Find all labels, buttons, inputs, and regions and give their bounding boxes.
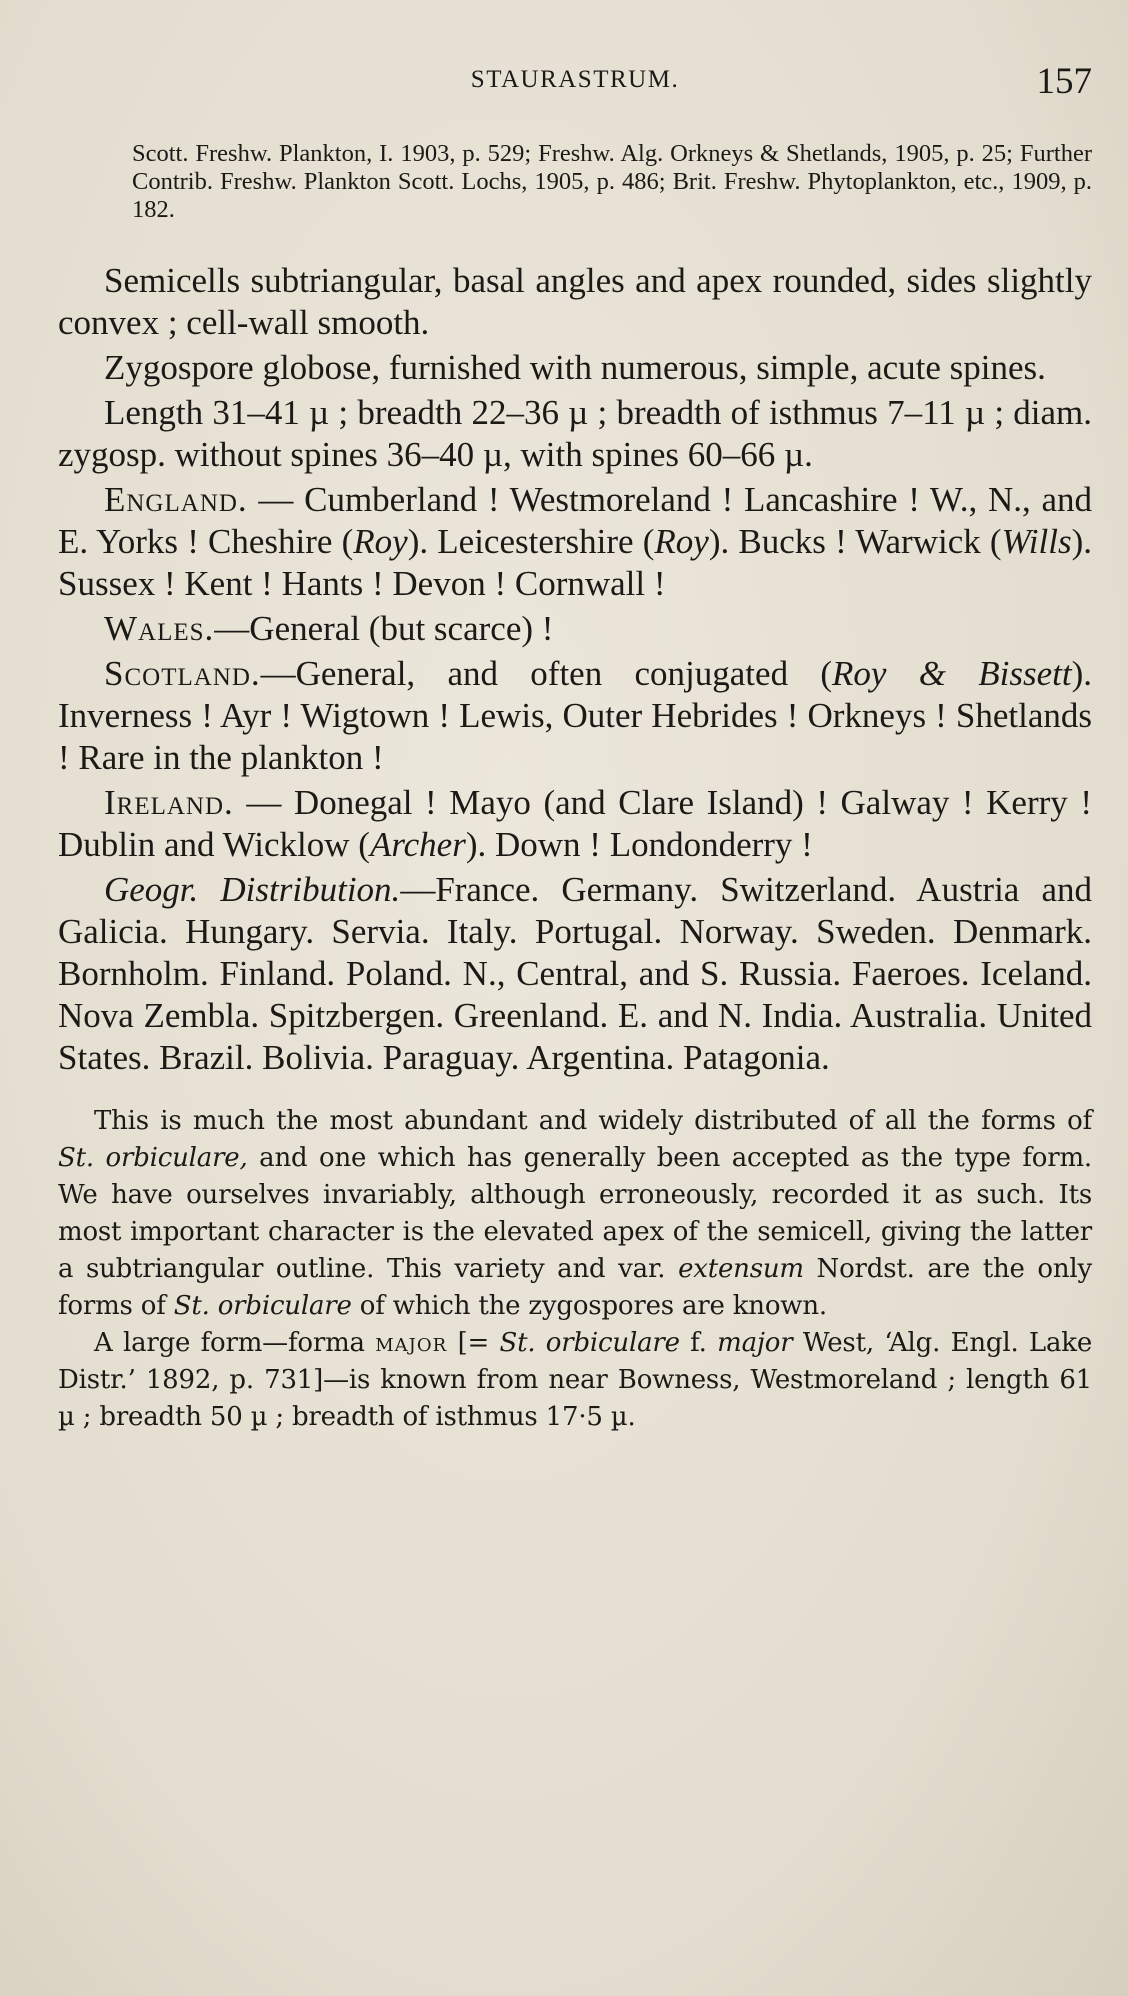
commentary	[58, 1103, 1092, 1436]
main-text	[58, 260, 1092, 1079]
region-label-england: England.	[104, 480, 248, 519]
region-label-wales: Wales.	[104, 609, 215, 648]
commentary-paragraph: This is much the most abundant and widely distributed of all the forms of St. orbiculare, and one which has generally been accepted as the type form. We have ourselves invariably, although erroneously, recorded it as such. Its most important character is the elevated apex of the semicell, giving the latter a subtriangular outline. This variety and var. extensum Nordst. are the only forms of St. orbiculare of which the zygospores are known.	[58, 1106, 1092, 1321]
region-label-ireland: Ireland.	[104, 783, 234, 822]
running-title: STAURASTRUM.	[470, 66, 680, 93]
geographic-distribution-label: Geogr. Distribution.	[104, 870, 401, 909]
authority-wills: Wills	[1001, 522, 1072, 561]
distribution-england: England. — Cumberland ! Westmoreland ! Lancashire ! W., N., and E. Yorks ! Cheshire (Roy). Leicestershire (Roy). Bucks ! Warwick (Wills). Sussex ! Kent ! Hants ! Devon ! Cornwall !	[58, 480, 1092, 603]
commentary-paragraph: A large form—forma major [= St. orbiculare f. major West, ‘Alg. Engl. Lake Distr.’ 1892, p. 731]—is known from near Bowness, Westmoreland ; length 61 µ ; breadth 50 µ ; breadth of isthmus 17·5 µ.	[58, 1328, 1093, 1432]
distribution-wales: Wales.—General (but scarce) !	[104, 609, 554, 648]
authority-roy: Roy	[654, 522, 709, 561]
geographic-distribution: Geogr. Distribution.—France. Germany. Switzerland. Austria and Galicia. Hungary. Servia. Italy. Portugal. Norway. Sweden. Denmark. Bornholm. Finland. Poland. N., Central, and S. Russia. Faeroes. Iceland. Nova Zembla. Spitzbergen. Greenland. E. and N. India. Australia. United States. Brazil. Bolivia. Paraguay. Argentina. Patagonia.	[58, 870, 1092, 1077]
page-number: 157	[1036, 61, 1092, 102]
region-label-scotland: Scotland.	[104, 654, 261, 693]
zygospore-description: Zygospore globose, furnished with numerous, simple, acute spines.	[104, 348, 1046, 387]
running-head	[58, 60, 1092, 110]
authority-archer: Archer	[369, 825, 466, 864]
distribution-ireland: Ireland. — Donegal ! Mayo (and Clare Island) ! Galway ! Kerry ! Dublin and Wicklow (Archer). Down ! Londonderry !	[58, 783, 1092, 864]
semicells-description: Semicells subtriangular, basal angles and apex rounded, sides slightly convex ; cell-wall smooth.	[58, 261, 1092, 342]
authority-roy: Roy	[353, 522, 408, 561]
distribution-scotland: Scotland.—General, and often conjugated (Roy & Bissett). Inverness ! Ayr ! Wigtown ! Lewis, Outer Hebrides ! Orkneys ! Shetlands ! Rare in the plankton !	[58, 654, 1093, 777]
references: Scott. Freshw. Plankton, I. 1903, p. 529; Freshw. Alg. Orkneys & Shetlands, 1905, p. 25; Further Contrib. Freshw. Plankton Scott. Lochs, 1905, p. 486; Brit. Freshw. Phytoplankton, etc., 1909, p. 182.	[132, 140, 1092, 223]
dimensions: Length 31–41 µ ; breadth 22–36 µ ; breadth of isthmus 7–11 µ ; diam. zygosp. without spines 36–40 µ, with spines 60–66 µ.	[58, 393, 1092, 474]
authority-roy-bissett: Roy & Bissett	[832, 654, 1072, 693]
